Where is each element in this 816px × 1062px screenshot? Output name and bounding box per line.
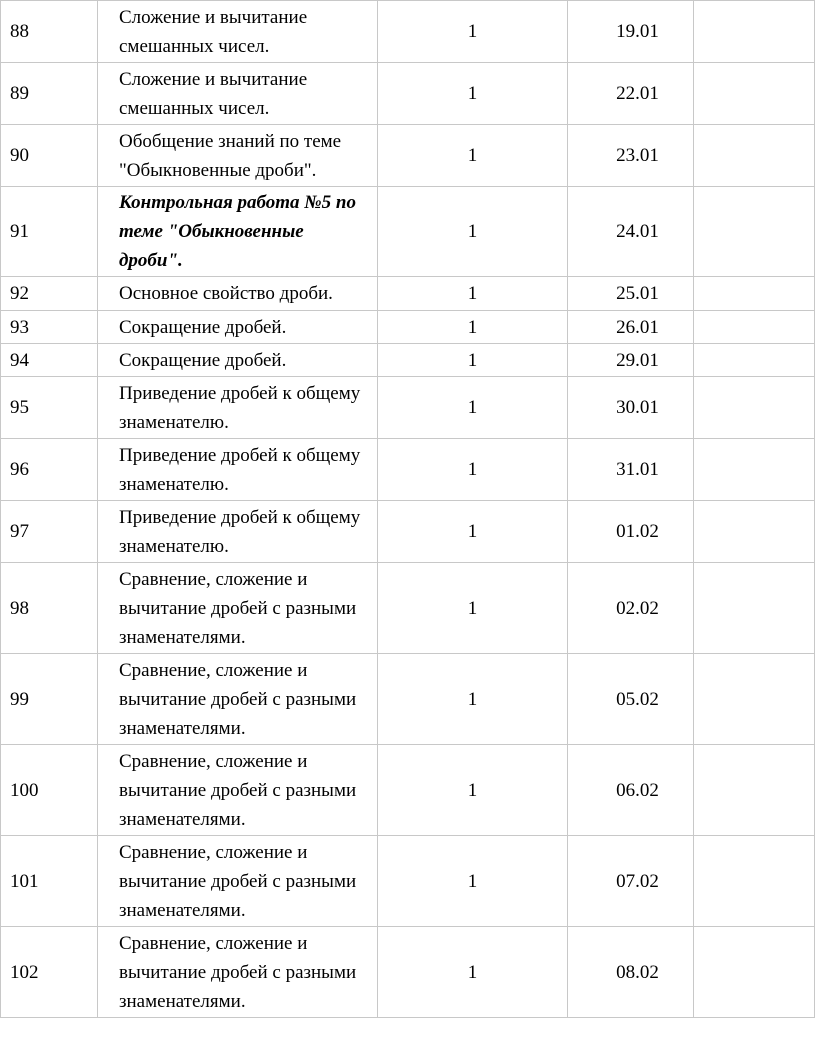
lesson-hours-cell: 1 [378,439,568,501]
lesson-topic-cell: Сравнение, сложение и вычитание дробей с разными знаменателями. [98,654,378,745]
lesson-date-cell: 08.02 [568,927,694,1018]
lesson-date-cell: 07.02 [568,836,694,927]
lesson-number-cell: 88 [1,1,98,63]
table-row [1,563,815,654]
lesson-date-cell: 23.01 [568,125,694,187]
lesson-date-cell: 05.02 [568,654,694,745]
lesson-note-cell [694,501,815,563]
lesson-number-cell: 100 [1,745,98,836]
lesson-hours-cell: 1 [378,377,568,439]
lesson-number-cell: 90 [1,125,98,187]
lesson-topic-cell: Контрольная работа №5 по теме "Обыкновенные дроби". [98,187,378,277]
lesson-date-cell: 06.02 [568,745,694,836]
lesson-number-cell: 99 [1,654,98,745]
lesson-topic-cell: Сокращение дробей. [98,311,378,344]
lesson-topic-cell: Сравнение, сложение и вычитание дробей с разными знаменателями. [98,927,378,1018]
lesson-hours-cell: 1 [378,311,568,344]
lesson-topic-cell: Сравнение, сложение и вычитание дробей с разными знаменателями. [98,563,378,654]
lesson-hours-cell: 1 [378,927,568,1018]
lesson-note-cell [694,277,815,311]
lesson-note-cell [694,1,815,63]
lesson-date-cell: 31.01 [568,439,694,501]
lesson-hours-cell: 1 [378,63,568,125]
lesson-date-cell: 19.01 [568,1,694,63]
lesson-note-cell [694,836,815,927]
lesson-date-cell: 26.01 [568,311,694,344]
table-row [1,311,815,344]
lesson-topic-cell: Приведение дробей к общему знаменателю. [98,501,378,563]
lesson-note-cell [694,377,815,439]
lesson-number-cell: 101 [1,836,98,927]
lesson-number-cell: 94 [1,344,98,377]
table-row [1,125,815,187]
lesson-date-cell: 01.02 [568,501,694,563]
lesson-note-cell [694,63,815,125]
lesson-hours-cell: 1 [378,344,568,377]
lesson-topic-cell: Основное свойство дроби. [98,277,378,311]
table-row [1,63,815,125]
lesson-hours-cell: 1 [378,501,568,563]
table-row [1,654,815,745]
lesson-note-cell [694,563,815,654]
lesson-hours-cell: 1 [378,745,568,836]
table-row [1,745,815,836]
lesson-number-cell: 97 [1,501,98,563]
lesson-topic-cell: Обобщение знаний по теме "Обыкновенные дроби". [98,125,378,187]
lesson-topic-cell: Приведение дробей к общему знаменателю. [98,377,378,439]
lesson-number-cell: 95 [1,377,98,439]
lesson-note-cell [694,125,815,187]
lesson-hours-cell: 1 [378,836,568,927]
table-row [1,377,815,439]
table-row [1,1,815,63]
lesson-hours-cell: 1 [378,1,568,63]
lesson-note-cell [694,344,815,377]
lesson-hours-cell: 1 [378,654,568,745]
lesson-topic-cell: Сокращение дробей. [98,344,378,377]
table-row [1,439,815,501]
table-row [1,277,815,311]
lesson-number-cell: 89 [1,63,98,125]
lesson-number-cell: 91 [1,187,98,277]
lesson-plan-body [1,1,815,1018]
lesson-note-cell [694,187,815,277]
lesson-number-cell: 96 [1,439,98,501]
lesson-date-cell: 25.01 [568,277,694,311]
lesson-number-cell: 92 [1,277,98,311]
lesson-topic-cell: Сложение и вычитание смешанных чисел. [98,63,378,125]
lesson-topic-cell: Сравнение, сложение и вычитание дробей с разными знаменателями. [98,745,378,836]
lesson-note-cell [694,745,815,836]
table-row [1,836,815,927]
lesson-number-cell: 98 [1,563,98,654]
lesson-note-cell [694,654,815,745]
lesson-topic-cell: Сложение и вычитание смешанных чисел. [98,1,378,63]
table-row [1,501,815,563]
lesson-number-cell: 102 [1,927,98,1018]
table-row [1,344,815,377]
lesson-date-cell: 30.01 [568,377,694,439]
lesson-note-cell [694,311,815,344]
lesson-topic-cell: Сравнение, сложение и вычитание дробей с разными знаменателями. [98,836,378,927]
lesson-date-cell: 22.01 [568,63,694,125]
lesson-topic-cell: Приведение дробей к общему знаменателю. [98,439,378,501]
lesson-date-cell: 02.02 [568,563,694,654]
table-row [1,187,815,277]
lesson-hours-cell: 1 [378,187,568,277]
lesson-hours-cell: 1 [378,125,568,187]
lesson-hours-cell: 1 [378,277,568,311]
lesson-date-cell: 29.01 [568,344,694,377]
lesson-number-cell: 93 [1,311,98,344]
lesson-note-cell [694,927,815,1018]
lesson-hours-cell: 1 [378,563,568,654]
lesson-date-cell: 24.01 [568,187,694,277]
lesson-note-cell [694,439,815,501]
table-row [1,927,815,1018]
